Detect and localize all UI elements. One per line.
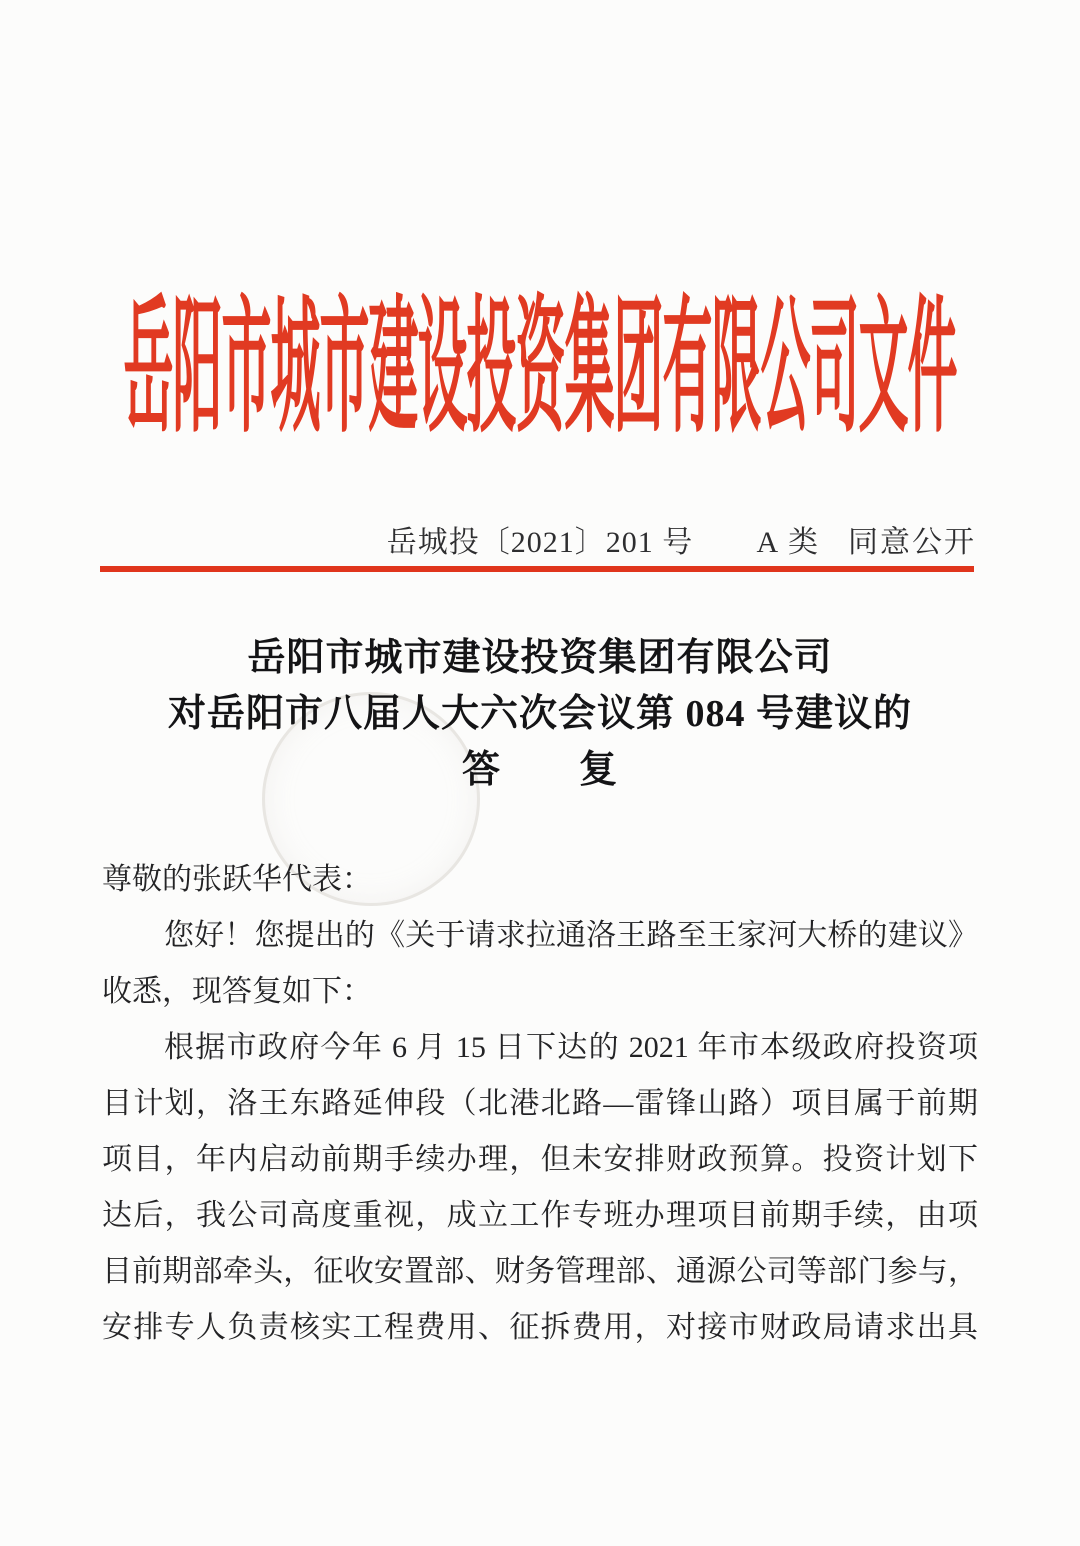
doc-number: 岳城投〔2021〕201 号 — [386, 526, 694, 559]
document-body — [102, 852, 978, 1356]
body-line: 根据市政府今年 6 月 15 日下达的 2021 年市本级政府投资项 — [164, 1031, 978, 1064]
body-line: 目前期部牵头，征收安置部、财务管理部、通源公司等部门参与， — [102, 1255, 978, 1288]
doc-number-line — [0, 520, 1080, 565]
title-line-1: 岳阳市城市建设投资集团有限公司 — [247, 637, 833, 679]
body-line: 收悉，现答复如下： — [102, 975, 372, 1008]
red-header-banner — [0, 272, 1080, 451]
body-line: 目计划，洛王东路延伸段（北港北路—雷锋山路）项目属于前期 — [102, 1087, 978, 1120]
title-line-2: 对岳阳市八届人大六次会议第 084 号建议的 — [167, 693, 912, 735]
body-line: 达后，我公司高度重视，成立工作专班办理项目前期手续，由项 — [102, 1199, 978, 1232]
salutation: 尊敬的张跃华代表： — [102, 863, 372, 896]
red-divider-line — [100, 566, 974, 572]
body-line: 您好！您提出的《关于请求拉通洛王路至王家河大桥的建议》 — [164, 919, 978, 952]
doc-classification — [756, 520, 976, 565]
document-title — [0, 630, 1080, 798]
banner-title: 岳阳市城市建设投资集团有限公司文件 — [123, 285, 957, 451]
body-line: 安排专人负责核实工程费用、征拆费用，对接市财政局请求出具 — [102, 1311, 978, 1344]
doc-publicity-label: 同意公开 — [848, 526, 976, 559]
body-line: 项目，年内启动前期手续办理，但未安排财政预算。投资计划下 — [102, 1143, 978, 1176]
title-line-3: 答 复 — [461, 749, 618, 791]
doc-class-label: A 类 — [756, 526, 820, 559]
